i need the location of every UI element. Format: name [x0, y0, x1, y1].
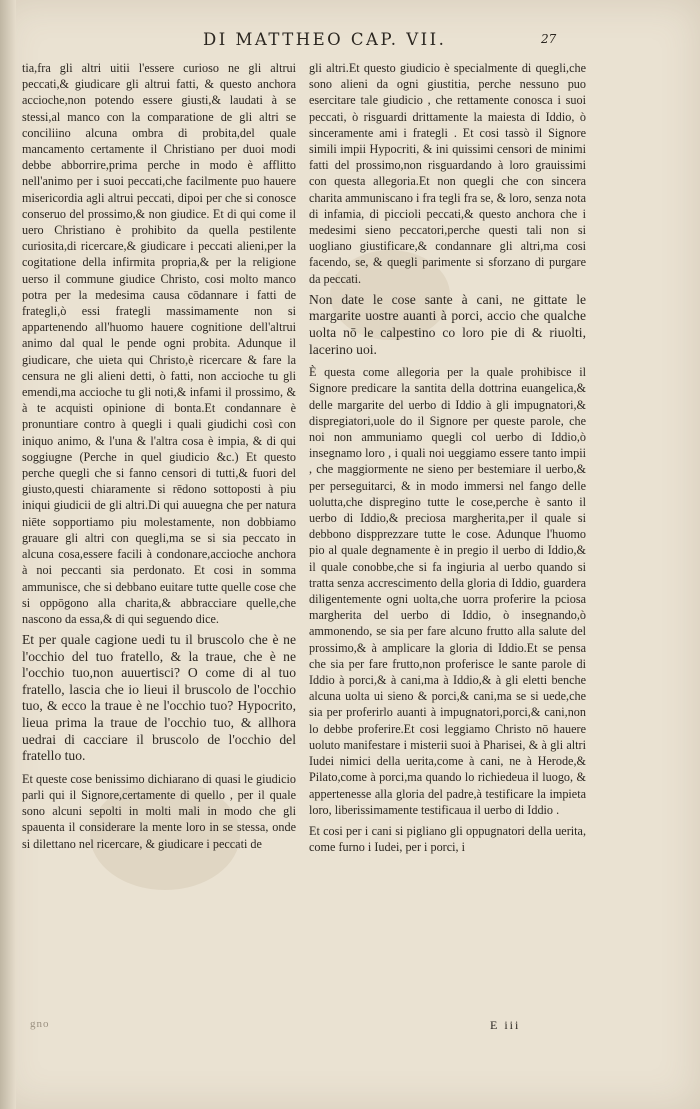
paragraph: Et queste cose benissimo dichiarano di quasi le giudicio parli qui il Signore,certamente di quello , per il quale sono alcuni sepolti in molti mali in modo che gli spauenta il considerare la mente loro in se stessa, onde si dilettano nel ricercare, & giudicare i peccati de — [22, 771, 296, 851]
paragraph: gli altri.Et questo giudicio è specialmente di quegli,che sono alieni da ogni giustitia, perche nessuno puo esercitare tale giudicio , che rettamente conosca i suoi peccati, ò risguardi drittamente la maiesta di Iddio, ò sinceramente ami i frategli . Et cosi tassò il Signore simili impii Hypocriti, & ini quissimi censori de minimi fatti del prossimo,non risguardando à loro grauissimi con questa allegoria.Et non quegli che con sincera charita ammuniscano i fra tegli fra se, & loro, senza nota di infamia, di piccioli peccati,& questo anchora che i medesimi sieno peccatori,perche questi tali non si uogliano giustificare,& condannare gli altri,ma cosi facendo, se, & quegli parimente si sforzano di purgare da peccati. — [309, 61, 586, 286]
folio-number: 27 — [541, 32, 557, 46]
paragraph: Et cosi per i cani si pigliano gli oppugnatori della uerita, come furno i Iudei, per i porci, i — [309, 823, 586, 855]
running-title: DI MATTHEO CAP. VII. — [203, 30, 447, 49]
paragraph: È questa come allegoria per la quale prohibisce il Signore predicare la santita della dottrina euangelica,& delle margarite del uerbo di Iddio à gli impugnatori,& dispregiatori,uole do il Signore per queste parole, che noi non ammuniamo quegli col uerbo di Iddio,ò insegnamo loro , i quali noi ueggiamo essere tanto impii , che maggiormente ne sieno per bestemiare il uerbo,& per perseguitarci, & in modo immersi nel fango delle uolutta,che dispregino tutte le cose,perche è santo il uerbo di Iddio,& preciosa margherita,per il quale si debbono dispprezzare tutte le cose. Adunque l'huomo pio al quale degnamente è in pregio il uerbo di Iddio,& il quale conobbe,che si fa ingiuria al uerbo quando si tratta senza accrescimento della gloria di Iddio, guardera diligentemente ogni uolta,che uorra proferire la pciosa margherita del uerbo di Iddio, ò insegnando,ò ammonendo, se sia per fare alcuno frutto alla salute del prossimo,& à amplicare la gloria di Iddio.Et se pensa che sia per fare frutto,non proferisce le sante parole di Iddio à porci,& à cani,ma à Iddio,& à gli eletti benche alcuna uolta ui sieno & porci,& cani,ma se si uede,che sia per proferirlo auanti à impugnatori,porci,& cani,non lo debbe proferire.Et cosi leggiamo Christo nō hauere uoluto manifestare i misterii suoi à Pharisei, & à gli altri Iudei nimici della uerita,come à cani, ne à Herode,& Pilato,come à porci,ma quando lo richiedeua il luogo, & appertenesse alla gloria del padre,à testificare la impieta loro, liberissimamente testificaua il uerbo di Iddio . — [309, 365, 586, 817]
left-column — [22, 60, 296, 1060]
right-column — [309, 60, 586, 1060]
scripture-verse: Non date le cose sante à cani, ne gittate le margarite uostre auanti à porci, accio che qualche uolta nō le calpestino co loro pie di & riuolti, lacerino uoi. — [309, 291, 586, 357]
paragraph: tia,fra gli altri uitii l'essere curioso ne gli altrui peccati,& giudicare gli altrui fatti, & questo anchora accioche,non potendo essere giusti,& laudati à se stessi,al manco con la comparatione de gli altri se conciliino alcuna ombra di probita,del quale mancamento certamente il Christiano per duoi modi debbe abborrire,prima perche in modo è afflitto nell'animo per i suoi peccati,che facilmente puo hauere misericordia agli altrui peccati, dipoi per che si conosce conseruo del prossimo,& non giudice. Et di qui come il uero Christiano è prohibito da quella pestilente curiosita,di ricercare,& giudicare i peccati alieni,per la cogitatione della infirmita propria,& per la religione uerso il commune giudice Christo, cosi molto manco potra per la medesima causa cōdannare i fatti de frategli,ò essi frategli massimamente non si appartenendo all'huomo hauere cognitione dell'altrui animo dal qual le pende ogni probita. Adunque il giudicare, che uieta qui Christo,è ricercare & fare la censura ne gli alieni detti, ò fatti, non accioche tu gli emendi,ma accioche tu gli noti,& infami il prossimo, & à te acquisti opinione di bonta.Et condannare è pronuntiare contro à quegli i quali giudichi così con iniquo animo, & l'una & l'altra cosa è impia, & di qui soggiugne (Perche in quel giudicio &c.) Et questo perche quegli che si fanno censori di tutti,& fuori del giusto,questi chiaramente si rēdono sottoposti à piu iniqui giudicii de gli altri.Di qui auuegna che per natura niēte sopportiamo piu molestamente, non dobbiamo grauare gli altri con quegli,ma se si sia peccato in alcuna cosa,essere facili à condonare,accioche anchora à noi peccanti sia perdonato. Et cosi in somma ammunisce, che si debbano euitare tutte quelle cose che si oppōgono alla charita,& abbracciare quelle,che nascono da essa,& di qui seguendo dice. — [22, 61, 296, 626]
show-through-text: gno — [30, 1018, 50, 1030]
scripture-verse: Et per quale cagione uedi tu il bruscolo che è ne l'occhio del tuo fratello, & la traue, che è ne l'occhio tuo,non auuertisci? O come di al tuo fratello, lascia che io lieui il bruscolo de l'occhio tuo, & ecco la traue è ne l'occhio tuo? Hypocrito, lieua prima la traue de l'occhio tuo, & allhora uedrai di cacciare il bruscolo de l'occhio del fratello tuo. — [22, 632, 296, 764]
signature-mark: E iii — [490, 1018, 521, 1032]
binding-gutter — [0, 0, 16, 1109]
page-header — [0, 30, 700, 54]
